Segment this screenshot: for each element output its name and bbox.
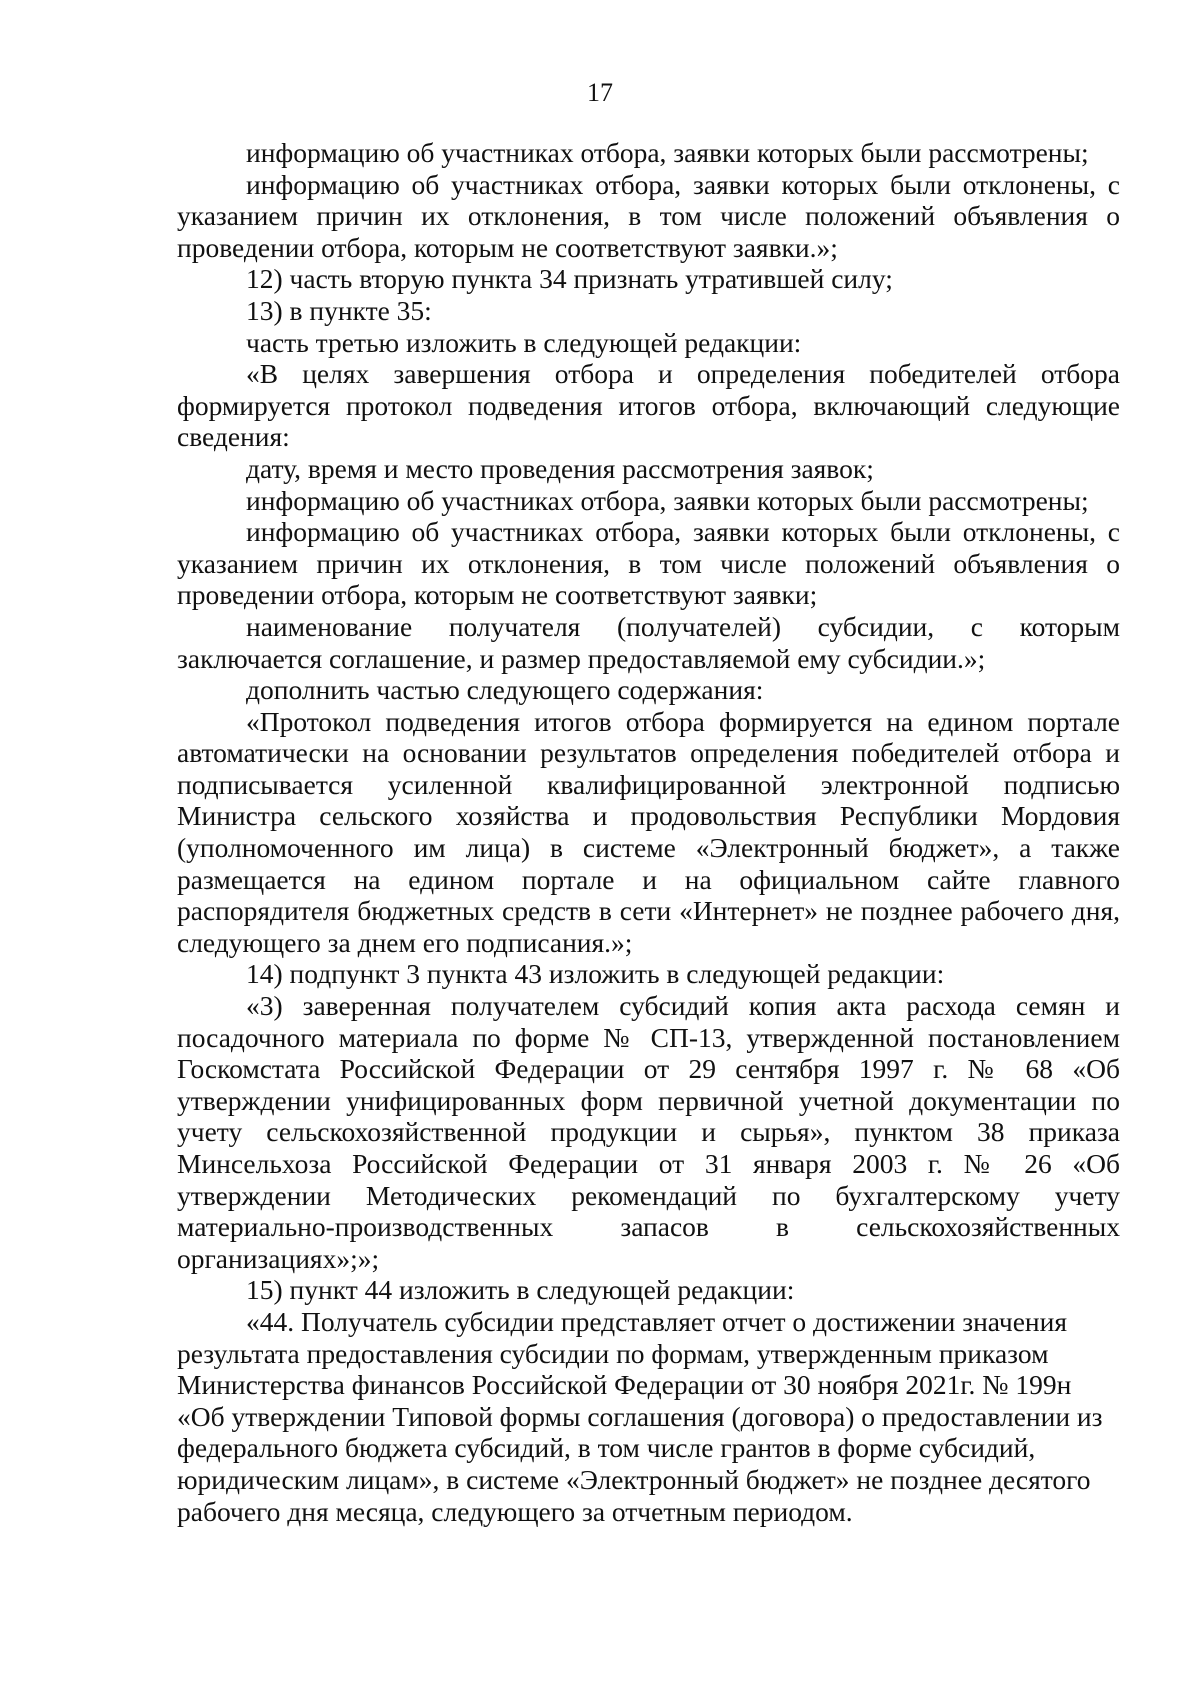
document-body bbox=[177, 137, 1120, 1527]
paragraph: часть третью изложить в следующей редакции: bbox=[246, 326, 802, 358]
paragraph: информацию об участниках отбора, заявки которых были отклонены, с указанием причин их отклонения, в том числе положений объявления о проведении отбора, которым не соответствуют заявки; bbox=[177, 516, 1120, 611]
paragraph: «В целях завершения отбора и определения победителей отбора формируется протокол подведения итогов отбора, включающий следующие сведения: bbox=[177, 358, 1120, 453]
paragraph: «Протокол подведения итогов отбора формируется на едином портале автоматически на основании результатов определения победителей отбора и подписывается усиленной квалифицированной электронной подписью Министра сельского хозяйства и продовольствия Республики Мордовия (уполномоченного им лица) в системе «Электронный бюджет», а также размещается на едином портале и на официальном сайте главного распорядителя бюджетных средств в сети «Интернет» не позднее рабочего дня, следующего за днем его подписания.»; bbox=[177, 705, 1120, 958]
paragraph: 13) в пункте 35: bbox=[246, 294, 432, 326]
paragraph: информацию об участниках отбора, заявки которых были рассмотрены; bbox=[246, 484, 1089, 516]
paragraph: дополнить частью следующего содержания: bbox=[246, 674, 764, 706]
page-number: 17 bbox=[587, 78, 613, 107]
paragraph: информацию об участниках отбора, заявки которых были рассмотрены; bbox=[246, 137, 1089, 168]
paragraph: 12) часть вторую пункта 34 признать утратившей силу; bbox=[246, 263, 893, 295]
paragraph: дату, время и место проведения рассмотрения заявок; bbox=[246, 452, 874, 484]
paragraph: 14) подпункт 3 пункта 43 изложить в следующей редакции: bbox=[246, 958, 945, 990]
paragraph: «44. Получатель субсидии представляет отчет о достижении значения результата предоставления субсидии по формам, утвержденным приказом Министерства финансов Российской Федерации от 30 ноября 2021г. № 199н «Об утверждении Типовой формы соглашения (договора) о предоставлении из федерального бюджета субсидий, в том числе грантов в форме субсидий, юридическим лицам», в системе «Электронный бюджет» не позднее десятого рабочего дня месяца, следующего за отчетным периодом. bbox=[177, 1305, 1103, 1527]
paragraph: информацию об участниках отбора, заявки которых были отклонены, с указанием причин их отклонения, в том числе положений объявления о проведении отбора, которым не соответствуют заявки.»; bbox=[177, 168, 1120, 263]
paragraph: «3) заверенная получателем субсидий копия акта расхода семян и посадочного материала по форме № СП-13, утвержденной постановлением Госкомстата Российской Федерации от 29 сентября 1997 г. № 68 «Об утверждении унифицированных форм первичной учетной документации по учету сельскохозяйственной продукции и сырья», пунктом 38 приказа Минсельхоза Российской Федерации от 31 января 2003 г. № 26 «Об утверждении Методических рекомендаций по бухгалтерскому учету материально-производственных запасов в сельскохозяйственных организациях»;»; bbox=[177, 990, 1120, 1274]
paragraph: 15) пункт 44 изложить в следующей редакции: bbox=[246, 1274, 795, 1306]
paragraph: наименование получателя (получателей) субсидии, с которым заключается соглашение, и размер предоставляемой ему субсидии.»; bbox=[177, 610, 1120, 674]
